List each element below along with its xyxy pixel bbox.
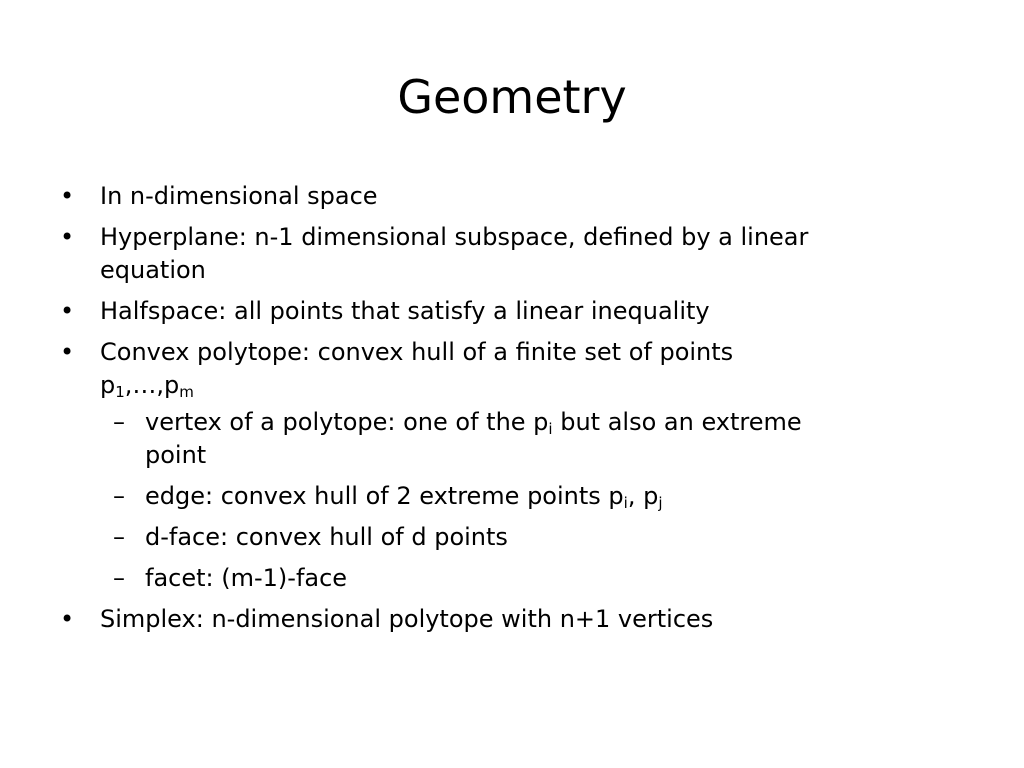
- bullet-text: Hyperplane: n-1 dimensional subspace, defined by a linear: [100, 223, 809, 251]
- sub-bullet-item: [56, 480, 956, 513]
- bullet-text: Simplex: n-dimensional polytope with n+1 vertices: [100, 605, 714, 633]
- bullet-marker: •: [60, 297, 75, 325]
- sub-bullet-text: but also an extreme: [552, 408, 802, 436]
- bullet-marker: •: [60, 338, 75, 366]
- slide-title: Geometry: [397, 70, 627, 124]
- bullet-marker: •: [60, 182, 75, 210]
- bullet-item: [56, 180, 956, 213]
- subscript: i: [623, 494, 628, 512]
- sub-bullet-text: vertex of a polytope: one of the p: [145, 408, 549, 436]
- sub-bullet-text: , p: [627, 482, 659, 510]
- sub-bullet-text: d-face: convex hull of d points: [145, 523, 508, 551]
- subscript: j: [658, 494, 663, 512]
- bullet-item: [56, 336, 956, 402]
- dash-marker: –: [113, 564, 125, 592]
- dash-marker: –: [113, 482, 125, 510]
- sub-bullet-item: [56, 406, 956, 472]
- dash-marker: –: [113, 523, 125, 551]
- bullet-marker: •: [60, 605, 75, 633]
- bullet-text: Halfspace: all points that satisfy a linear inequality: [100, 297, 710, 325]
- dash-marker: –: [113, 408, 125, 436]
- bullet-text-continuation: equation: [100, 256, 206, 284]
- subscript: i: [548, 420, 553, 438]
- bullet-text: In n-dimensional space: [100, 182, 378, 210]
- bullet-marker: •: [60, 223, 75, 251]
- sub-bullet-item: [56, 521, 956, 554]
- point-p: p: [100, 371, 116, 399]
- bullet-text: Convex polytope: convex hull of a finite set of points: [100, 338, 734, 366]
- sub-bullet-text: edge: convex hull of 2 extreme points p: [145, 482, 624, 510]
- bullet-item: [56, 295, 956, 328]
- bullet-item: [56, 221, 956, 287]
- subscript: 1: [115, 383, 125, 401]
- bullet-list: [56, 180, 956, 644]
- point-sequence: ,…,p: [124, 371, 180, 399]
- subscript: m: [179, 383, 194, 401]
- bullet-item: [56, 603, 956, 636]
- sub-bullet-text: facet: (m-1)-face: [145, 564, 348, 592]
- sub-bullet-text-continuation: point: [145, 441, 207, 469]
- sub-bullet-item: [56, 562, 956, 595]
